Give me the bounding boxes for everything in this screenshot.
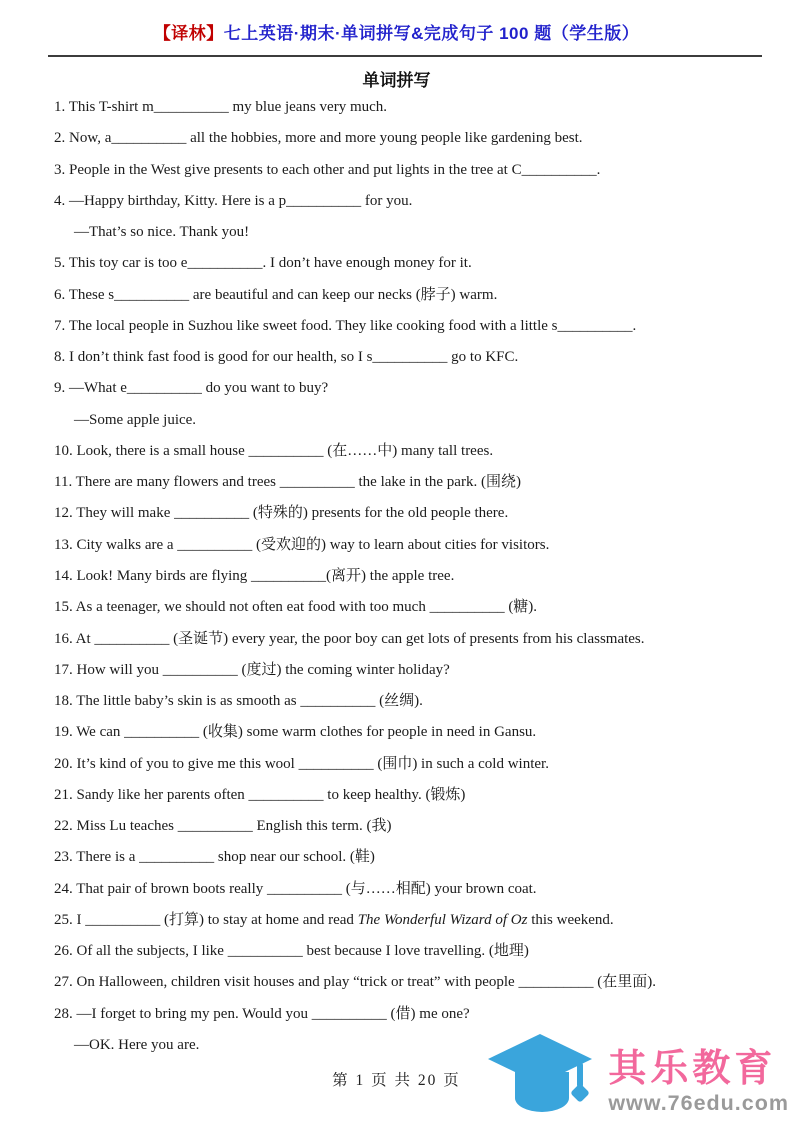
question-24: 24. That pair of brown boots really __________ (与……相配) your brown coat. [54, 880, 537, 897]
question-21: 21. Sandy like her parents often __________ to keep healthy. (锻炼) [54, 786, 466, 803]
brand-text-block [608, 1047, 789, 1120]
question-5: 5. This toy car is too e__________. I don’t have enough money for it. [54, 255, 472, 272]
question-20: 20. It’s kind of you to give me this wool __________ (围巾) in such a cold winter. [54, 755, 549, 772]
question-15: 15. As a teenager, we should not often eat food with too much __________ (糖). [54, 599, 538, 616]
question-22: 22. Miss Lu teaches __________ English this term. (我) [54, 818, 392, 835]
question-list [54, 92, 753, 1061]
question-3: 3. People in the West give presents to each other and put lights in the tree at C__________. [54, 161, 601, 178]
question-7: 7. The local people in Suzhou like sweet food. They like cooking food with a little s__________. [54, 317, 637, 334]
section-title: 单词拼写 [362, 71, 431, 90]
question-18: 18. The little baby’s skin is as smooth as __________ (丝绸). [54, 693, 423, 710]
question-14: 14. Look! Many birds are flying __________(离开) the apple tree. [54, 567, 455, 584]
question-25-post: this weekend. [527, 911, 614, 928]
question-6: 6. These s__________ are beautiful and can keep our necks (脖子) warm. [54, 286, 498, 303]
brand-url: www.76edu.com [608, 1091, 789, 1115]
doc-header [0, 22, 793, 46]
question-1: 1. This T-shirt m__________ my blue jeans very much. [54, 99, 388, 115]
brand-name: 其乐教育 [608, 1048, 777, 1090]
question-23: 23. There is a __________ shop near our school. (鞋) [54, 849, 375, 866]
question-2: 2. Now, a__________ all the hobbies, more and more young people like gardening best. [54, 130, 583, 147]
doc-header-title: 七上英语·期末·单词拼写&完成句子 100 题（学生版） [223, 24, 640, 43]
question-25 [54, 905, 753, 936]
question-26: 26. Of all the subjects, I like __________ best because I love travelling. (地理) [54, 943, 529, 960]
doc-header-tag: 【译林】 [153, 24, 224, 43]
question-9: 9. —What e__________ do you want to buy? [54, 380, 329, 397]
graduation-cap-icon [486, 1032, 598, 1120]
question-28: 28. —I forget to bring my pen. Would you __________ (借) me one? [54, 1005, 470, 1022]
question-11: 11. There are many flowers and trees __________ the lake in the park. (围绕) [54, 474, 521, 491]
question-25-pre: 25. I __________ (打算) to stay at home and read [54, 911, 358, 928]
book-title: The Wonderful Wizard of Oz [357, 911, 528, 928]
question-4: 4. —Happy birthday, Kitty. Here is a p__________ for you. [54, 192, 413, 209]
question-27: 27. On Halloween, children visit houses and play “trick or treat” with people __________ (在里面). [54, 974, 656, 991]
brand-watermark [486, 1032, 789, 1120]
question-12: 12. They will make __________ (特殊的) presents for the old people there. [54, 505, 509, 522]
header-divider [48, 55, 762, 57]
question-28-reply: —OK. Here you are. [74, 1036, 200, 1053]
question-19: 19. We can __________ (收集) some warm clothes for people in need in Gansu. [54, 724, 537, 741]
question-8: 8. I don’t think fast food is good for our health, so I s__________ go to KFC. [54, 349, 519, 366]
page-footer: 第 1 页 共 20 页 [332, 1072, 461, 1089]
question-16: 16. At __________ (圣诞节) every year, the poor boy can get lots of presents from his classmates. [54, 630, 645, 647]
question-9-reply: —Some apple juice. [74, 411, 197, 428]
question-13: 13. City walks are a __________ (受欢迎的) way to learn about cities for visitors. [54, 536, 550, 553]
question-17: 17. How will you __________ (度过) the coming winter holiday? [54, 661, 450, 678]
question-10: 10. Look, there is a small house __________ (在……中) many tall trees. [54, 442, 494, 459]
question-4-reply: —That’s so nice. Thank you! [74, 224, 250, 241]
